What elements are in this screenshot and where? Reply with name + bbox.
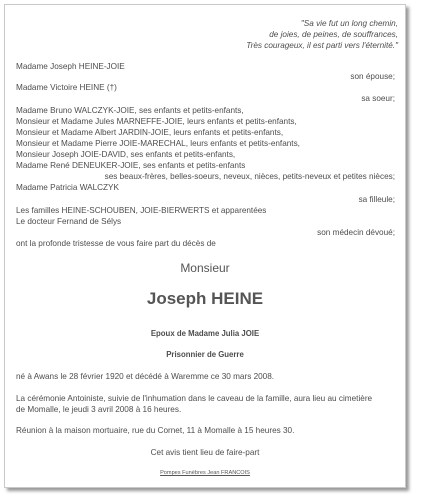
relative-6: Madame René DENEUKER-JOIE, ses enfants et petits-enfants — [16, 161, 246, 170]
doctor-role: son médecin dévoué; — [317, 228, 395, 237]
obituary-card — [4, 4, 406, 488]
relative-4: Monsieur et Madame Pierre JOIE-MARECHAL, leurs enfants et petits-enfants, — [16, 139, 300, 148]
quote-line-3: Très courageux, il est parti vers l'éternité." — [246, 41, 398, 50]
gathering-line: Réunion à la maison mortuaire, rue du Cornet, 11 à Momalle à 15 heures 30. — [16, 426, 295, 435]
closing-line: Cet avis tient lieu de faire-part — [150, 448, 260, 457]
ceremony-line-2: de Momalle, le jeudi 3 avril 2008 à 16 heures. — [16, 405, 182, 414]
relative-5: Monsieur Joseph JOIE-DAVID, ses enfants et petits-enfants, — [16, 150, 236, 159]
spouse-line: Epoux de Madame Julia JOIE — [150, 329, 260, 338]
wife-role: son épouse; — [350, 72, 395, 81]
relatives-role: ses beaux-frères, belles-soeurs, neveux, nièces, petits-neveux et petites nièces; — [104, 172, 395, 181]
quote-line-1: "Sa vie fut un long chemin, — [300, 19, 398, 28]
quote-line-2: de joies, de peines, de souffrances, — [269, 30, 398, 39]
sister-name: Madame Victoire HEINE (†) — [16, 83, 117, 92]
goddaughter-role: sa filleule; — [358, 195, 395, 204]
goddaughter-name: Madame Patricia WALCZYK — [16, 183, 119, 192]
doctor-name: Le docteur Fernand de Sélys — [16, 217, 122, 226]
ceremony-line-1: La cérémonie Antoiniste, suivie de l'inhumation dans le caveau de la famille, aura lieu au cimetière — [16, 394, 373, 403]
wife-name: Madame Joseph HEINE-JOIE — [16, 62, 125, 71]
relative-2: Monsieur et Madame Jules MARNEFFE-JOIE, leurs enfants et petits-enfants, — [16, 117, 297, 126]
sister-role: sa soeur; — [361, 94, 395, 103]
families-line: Les familles HEINE-SCHOUBEN, JOIE-BIERWERTS et apparentées — [16, 206, 267, 215]
birth-death-line: né à Awans le 28 février 1920 et décédé à Waremme ce 30 mars 2008. — [16, 372, 275, 381]
pow-note: Prisonnier de Guerre — [166, 350, 244, 359]
relative-3: Monsieur et Madame Albert JARDIN-JOIE, leurs enfants et petits-enfants, — [16, 128, 284, 137]
deceased-name: Joseph HEINE — [146, 289, 264, 308]
announcement-line: ont la profonde tristesse de vous faire part du décès de — [16, 239, 216, 248]
funeral-home-link[interactable]: Pompes Funèbres Jean FRANCOIS — [160, 470, 250, 476]
deceased-title: Monsieur — [180, 261, 230, 275]
relative-1: Madame Bruno WALCZYK-JOIE, ses enfants et petits-enfants, — [16, 106, 244, 115]
